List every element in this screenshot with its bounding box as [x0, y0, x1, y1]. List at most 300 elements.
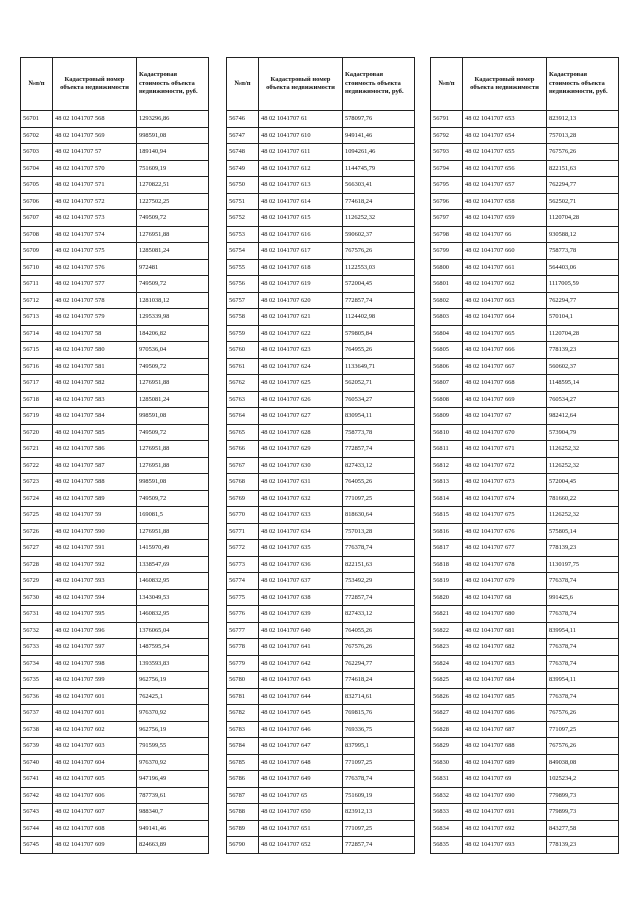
table-row	[21, 292, 209, 309]
table-header-row	[227, 58, 415, 111]
row-number-cell: 56807	[431, 375, 463, 392]
row-number-cell: 56745	[21, 837, 53, 854]
table-row	[431, 375, 619, 392]
cadastral-number-cell: 48 02 1041707 599	[53, 672, 137, 689]
table-row	[431, 490, 619, 507]
cadastral-value-cell: 575805,14	[547, 523, 619, 540]
cadastral-value-cell: 749509,72	[137, 210, 209, 227]
cadastral-value-cell: 774618,24	[343, 193, 415, 210]
cadastral-value-cell: 767576,26	[343, 243, 415, 260]
row-number-cell: 56712	[21, 292, 53, 309]
row-number-cell: 56825	[431, 672, 463, 689]
row-number-cell: 56742	[21, 787, 53, 804]
row-number-cell: 56724	[21, 490, 53, 507]
table-row	[431, 523, 619, 540]
cadastral-number-cell: 48 02 1041707 596	[53, 622, 137, 639]
table-row	[431, 441, 619, 458]
cadastral-number-cell: 48 02 1041707 585	[53, 424, 137, 441]
header-number: №п/п	[431, 58, 463, 111]
table-row	[431, 738, 619, 755]
cadastral-value-cell: 758773,78	[343, 424, 415, 441]
table-row	[227, 276, 415, 293]
cadastral-number-cell: 48 02 1041707 656	[463, 160, 547, 177]
table-row	[21, 490, 209, 507]
cadastral-number-cell: 48 02 1041707 69	[463, 771, 547, 788]
cadastral-value-cell: 751609,19	[137, 160, 209, 177]
cadastral-value-cell: 751609,19	[343, 787, 415, 804]
cadastral-value-cell: 757013,28	[343, 523, 415, 540]
row-number-cell: 56719	[21, 408, 53, 425]
cadastral-value-cell: 189140,94	[137, 144, 209, 161]
row-number-cell: 56723	[21, 474, 53, 491]
cadastral-number-cell: 48 02 1041707 648	[259, 754, 343, 771]
table-row	[21, 639, 209, 656]
cadastral-value-cell: 769815,76	[343, 705, 415, 722]
cadastral-value-cell: 1460832,95	[137, 606, 209, 623]
cadastral-number-cell: 48 02 1041707 67	[463, 408, 547, 425]
table-row	[21, 523, 209, 540]
row-number-cell: 56772	[227, 540, 259, 557]
cadastral-value-cell: 839954,11	[547, 622, 619, 639]
cadastral-value-cell: 560602,37	[547, 358, 619, 375]
cadastral-number-cell: 48 02 1041707 684	[463, 672, 547, 689]
cadastral-value-cell: 1285081,24	[137, 243, 209, 260]
cadastral-number-cell: 48 02 1041707 607	[53, 804, 137, 821]
table-row	[21, 804, 209, 821]
row-number-cell: 56828	[431, 721, 463, 738]
row-number-cell: 56823	[431, 639, 463, 656]
table-row	[21, 358, 209, 375]
table-row	[21, 408, 209, 425]
table-row	[431, 424, 619, 441]
cadastral-number-cell: 48 02 1041707 624	[259, 358, 343, 375]
table-row	[21, 474, 209, 491]
cadastral-number-cell: 48 02 1041707 654	[463, 127, 547, 144]
table-row	[21, 457, 209, 474]
row-number-cell: 56805	[431, 342, 463, 359]
cadastral-number-cell: 48 02 1041707 571	[53, 177, 137, 194]
table-row	[227, 672, 415, 689]
cadastral-number-cell: 48 02 1041707 637	[259, 573, 343, 590]
cadastral-number-cell: 48 02 1041707 621	[259, 309, 343, 326]
table-row	[431, 606, 619, 623]
row-number-cell: 56814	[431, 490, 463, 507]
cadastral-value-cell: 573904,79	[547, 424, 619, 441]
cadastral-value-cell: 764055,26	[343, 474, 415, 491]
cadastral-number-cell: 48 02 1041707 620	[259, 292, 343, 309]
cadastral-value-cell: 1117005,59	[547, 276, 619, 293]
cadastral-number-cell: 48 02 1041707 573	[53, 210, 137, 227]
table-row	[431, 556, 619, 573]
cadastral-value-cell: 776378,74	[547, 655, 619, 672]
cadastral-value-cell: 776378,74	[547, 606, 619, 623]
table-row	[227, 358, 415, 375]
cadastral-value-cell: 822151,63	[547, 160, 619, 177]
cadastral-number-cell: 48 02 1041707 579	[53, 309, 137, 326]
cadastral-number-cell: 48 02 1041707 689	[463, 754, 547, 771]
row-number-cell: 56739	[21, 738, 53, 755]
table-row	[431, 507, 619, 524]
row-number-cell: 56806	[431, 358, 463, 375]
cadastral-value-cell: 1094261,46	[343, 144, 415, 161]
row-number-cell: 56752	[227, 210, 259, 227]
table-row	[227, 160, 415, 177]
row-number-cell: 56717	[21, 375, 53, 392]
cadastral-value-cell: 578097,76	[343, 111, 415, 128]
cadastral-number-cell: 48 02 1041707 577	[53, 276, 137, 293]
table-row	[21, 589, 209, 606]
cadastral-number-cell: 48 02 1041707 674	[463, 490, 547, 507]
row-number-cell: 56797	[431, 210, 463, 227]
row-number-cell: 56720	[21, 424, 53, 441]
cadastral-number-cell: 48 02 1041707 658	[463, 193, 547, 210]
cadastral-number-cell: 48 02 1041707 65	[259, 787, 343, 804]
row-number-cell: 56760	[227, 342, 259, 359]
row-number-cell: 56726	[21, 523, 53, 540]
table-row	[227, 721, 415, 738]
cadastral-value-cell: 1130197,75	[547, 556, 619, 573]
cadastral-number-cell: 48 02 1041707 687	[463, 721, 547, 738]
table-row	[431, 540, 619, 557]
cadastral-number-cell: 48 02 1041707 686	[463, 705, 547, 722]
table-row	[21, 606, 209, 623]
row-number-cell: 56835	[431, 837, 463, 854]
row-number-cell: 56762	[227, 375, 259, 392]
cadastral-value-cell: 1281038,12	[137, 292, 209, 309]
cadastral-value-cell: 757013,28	[547, 127, 619, 144]
cadastral-number-cell: 48 02 1041707 651	[259, 820, 343, 837]
table-row	[227, 589, 415, 606]
row-number-cell: 56761	[227, 358, 259, 375]
table-row	[431, 342, 619, 359]
cadastral-number-cell: 48 02 1041707 619	[259, 276, 343, 293]
table-row	[227, 144, 415, 161]
row-number-cell: 56800	[431, 259, 463, 276]
row-number-cell: 56716	[21, 358, 53, 375]
cadastral-value-cell: 949141,46	[343, 127, 415, 144]
row-number-cell: 56702	[21, 127, 53, 144]
cadastral-number-cell: 48 02 1041707 639	[259, 606, 343, 623]
table-row	[227, 837, 415, 854]
cadastral-value-cell: 762294,77	[547, 292, 619, 309]
row-number-cell: 56711	[21, 276, 53, 293]
table-row	[227, 606, 415, 623]
table-row	[431, 111, 619, 128]
row-number-cell: 56793	[431, 144, 463, 161]
table-row	[431, 193, 619, 210]
cadastral-value-cell: 1295339,98	[137, 309, 209, 326]
cadastral-value-cell: 566303,41	[343, 177, 415, 194]
table-row	[21, 325, 209, 342]
cadastral-value-cell: 767576,26	[547, 738, 619, 755]
cadastral-number-cell: 48 02 1041707 640	[259, 622, 343, 639]
cadastral-number-cell: 48 02 1041707 650	[259, 804, 343, 821]
table-row	[431, 127, 619, 144]
table-row	[227, 754, 415, 771]
cadastral-value-cell: 970536,04	[137, 342, 209, 359]
cadastral-number-cell: 48 02 1041707 572	[53, 193, 137, 210]
table-row	[431, 276, 619, 293]
cadastral-number-cell: 48 02 1041707 659	[463, 210, 547, 227]
cadastral-number-cell: 48 02 1041707 587	[53, 457, 137, 474]
cadastral-value-cell: 778139,23	[547, 837, 619, 854]
row-number-cell: 56754	[227, 243, 259, 260]
cadastral-number-cell: 48 02 1041707 595	[53, 606, 137, 623]
cadastral-number-cell: 48 02 1041707 618	[259, 259, 343, 276]
row-number-cell: 56722	[21, 457, 53, 474]
cadastral-number-cell: 48 02 1041707 679	[463, 573, 547, 590]
table-header-row	[431, 58, 619, 111]
cadastral-number-cell: 48 02 1041707 66	[463, 226, 547, 243]
cadastral-number-cell: 48 02 1041707 602	[53, 721, 137, 738]
cadastral-number-cell: 48 02 1041707 691	[463, 804, 547, 821]
table-row	[21, 771, 209, 788]
table-row	[431, 408, 619, 425]
table-row	[227, 408, 415, 425]
header-cadastral-number: Кадастровый номер объекта недвижимости	[463, 58, 547, 111]
cadastral-number-cell: 48 02 1041707 657	[463, 177, 547, 194]
table-row	[21, 259, 209, 276]
cadastral-value-cell: 998591,08	[137, 127, 209, 144]
row-number-cell: 56822	[431, 622, 463, 639]
row-number-cell: 56827	[431, 705, 463, 722]
row-number-cell: 56729	[21, 573, 53, 590]
table-row	[21, 721, 209, 738]
cadastral-value-cell: 767576,26	[343, 639, 415, 656]
row-number-cell: 56705	[21, 177, 53, 194]
cadastral-value-cell: 779899,73	[547, 804, 619, 821]
cadastral-number-cell: 48 02 1041707 604	[53, 754, 137, 771]
table-row	[21, 837, 209, 854]
row-number-cell: 56749	[227, 160, 259, 177]
header-number: №п/п	[21, 58, 53, 111]
header-cadastral-number: Кадастровый номер объекта недвижимости	[259, 58, 343, 111]
header-cadastral-number: Кадастровый номер объекта недвижимости	[53, 58, 137, 111]
row-number-cell: 56721	[21, 441, 53, 458]
cadastral-number-cell: 48 02 1041707 634	[259, 523, 343, 540]
table-row	[21, 177, 209, 194]
table-row	[431, 754, 619, 771]
cadastral-number-cell: 48 02 1041707 605	[53, 771, 137, 788]
row-number-cell: 56731	[21, 606, 53, 623]
row-number-cell: 56801	[431, 276, 463, 293]
row-number-cell: 56734	[21, 655, 53, 672]
table-row	[227, 457, 415, 474]
cadastral-value-cell: 1285081,24	[137, 391, 209, 408]
cadastral-number-cell: 48 02 1041707 672	[463, 457, 547, 474]
cadastral-number-cell: 48 02 1041707 615	[259, 210, 343, 227]
cadastral-value-cell: 1293296,86	[137, 111, 209, 128]
table-row	[431, 325, 619, 342]
row-number-cell: 56831	[431, 771, 463, 788]
cadastral-value-cell: 749509,72	[137, 276, 209, 293]
cadastral-value-cell: 778139,23	[547, 342, 619, 359]
cadastral-value-cell: 749509,72	[137, 490, 209, 507]
table-row	[227, 639, 415, 656]
table-row	[431, 672, 619, 689]
table-row	[227, 705, 415, 722]
cadastral-number-cell: 48 02 1041707 685	[463, 688, 547, 705]
table-row	[227, 507, 415, 524]
cadastral-value-cell: 781660,22	[547, 490, 619, 507]
cadastral-value-cell: 1376065,04	[137, 622, 209, 639]
table-row	[431, 655, 619, 672]
cadastral-number-cell: 48 02 1041707 660	[463, 243, 547, 260]
cadastral-value-cell: 772857,74	[343, 837, 415, 854]
table-row	[431, 457, 619, 474]
cadastral-value-cell: 1126252,32	[547, 457, 619, 474]
row-number-cell: 56782	[227, 705, 259, 722]
row-number-cell: 56710	[21, 259, 53, 276]
cadastral-number-cell: 48 02 1041707 627	[259, 408, 343, 425]
cadastral-number-cell: 48 02 1041707 608	[53, 820, 137, 837]
cadastral-value-cell: 572004,45	[343, 276, 415, 293]
cadastral-value-cell: 976370,92	[137, 754, 209, 771]
table-row	[227, 738, 415, 755]
table-row	[21, 655, 209, 672]
row-number-cell: 56707	[21, 210, 53, 227]
table-row	[227, 556, 415, 573]
cadastral-number-cell: 48 02 1041707 583	[53, 391, 137, 408]
cadastral-value-cell: 843277,58	[547, 820, 619, 837]
cadastral-value-cell: 962756,19	[137, 672, 209, 689]
table-row	[227, 771, 415, 788]
cadastral-number-cell: 48 02 1041707 611	[259, 144, 343, 161]
table-row	[227, 655, 415, 672]
cadastral-value-cell: 1126252,32	[343, 210, 415, 227]
row-number-cell: 56709	[21, 243, 53, 260]
cadastral-value-cell: 771097,25	[547, 721, 619, 738]
table-row	[227, 177, 415, 194]
cadastral-value-cell: 1133649,71	[343, 358, 415, 375]
row-number-cell: 56789	[227, 820, 259, 837]
cadastral-number-cell: 48 02 1041707 569	[53, 127, 137, 144]
cadastral-value-cell: 764055,26	[343, 622, 415, 639]
cadastral-number-cell: 48 02 1041707 591	[53, 540, 137, 557]
row-number-cell: 56779	[227, 655, 259, 672]
table-row	[21, 276, 209, 293]
table-row	[227, 523, 415, 540]
table-row	[21, 111, 209, 128]
cadastral-number-cell: 48 02 1041707 576	[53, 259, 137, 276]
table-row	[431, 160, 619, 177]
table-row	[227, 375, 415, 392]
cadastral-number-cell: 48 02 1041707 612	[259, 160, 343, 177]
cadastral-value-cell: 827433,12	[343, 457, 415, 474]
table-row	[431, 820, 619, 837]
cadastral-number-cell: 48 02 1041707 676	[463, 523, 547, 540]
table-row	[227, 820, 415, 837]
table-row	[431, 391, 619, 408]
table-row	[21, 507, 209, 524]
row-number-cell: 56788	[227, 804, 259, 821]
table-row	[227, 226, 415, 243]
cadastral-number-cell: 48 02 1041707 677	[463, 540, 547, 557]
cadastral-number-cell: 48 02 1041707 683	[463, 655, 547, 672]
row-number-cell: 56708	[21, 226, 53, 243]
cadastral-number-cell: 48 02 1041707 589	[53, 490, 137, 507]
cadastral-value-cell: 590602,37	[343, 226, 415, 243]
row-number-cell: 56774	[227, 573, 259, 590]
cadastral-number-cell: 48 02 1041707 671	[463, 441, 547, 458]
row-number-cell: 56746	[227, 111, 259, 128]
cadastral-value-cell: 767576,26	[547, 705, 619, 722]
cadastral-number-cell: 48 02 1041707 606	[53, 787, 137, 804]
cadastral-number-cell: 48 02 1041707 590	[53, 523, 137, 540]
cadastral-value-cell: 823912,13	[343, 804, 415, 821]
cadastral-value-cell: 1120704,28	[547, 325, 619, 342]
row-number-cell: 56756	[227, 276, 259, 293]
cadastral-value-cell: 1270822,51	[137, 177, 209, 194]
cadastral-value-cell: 776378,74	[547, 688, 619, 705]
row-number-cell: 56799	[431, 243, 463, 260]
cadastral-value-cell: 998591,08	[137, 474, 209, 491]
cadastral-number-cell: 48 02 1041707 690	[463, 787, 547, 804]
row-number-cell: 56738	[21, 721, 53, 738]
table-row	[431, 177, 619, 194]
row-number-cell: 56786	[227, 771, 259, 788]
cadastral-value-cell: 776378,74	[547, 639, 619, 656]
cadastral-table-1	[20, 57, 209, 854]
cadastral-number-cell: 48 02 1041707 582	[53, 375, 137, 392]
cadastral-value-cell: 1276951,88	[137, 457, 209, 474]
cadastral-value-cell: 949141,46	[137, 820, 209, 837]
cadastral-number-cell: 48 02 1041707 633	[259, 507, 343, 524]
cadastral-number-cell: 48 02 1041707 692	[463, 820, 547, 837]
cadastral-value-cell: 787739,61	[137, 787, 209, 804]
cadastral-value-cell: 972481	[137, 259, 209, 276]
row-number-cell: 56794	[431, 160, 463, 177]
table-row	[431, 210, 619, 227]
cadastral-number-cell: 48 02 1041707 663	[463, 292, 547, 309]
row-number-cell: 56798	[431, 226, 463, 243]
table-row	[227, 259, 415, 276]
cadastral-table-3	[430, 57, 619, 854]
row-number-cell: 56755	[227, 259, 259, 276]
row-number-cell: 56730	[21, 589, 53, 606]
table-row	[21, 342, 209, 359]
cadastral-value-cell: 562502,71	[547, 193, 619, 210]
row-number-cell: 56751	[227, 193, 259, 210]
table-row	[21, 556, 209, 573]
cadastral-value-cell: 758773,78	[547, 243, 619, 260]
cadastral-value-cell: 778139,23	[547, 540, 619, 557]
row-number-cell: 56787	[227, 787, 259, 804]
cadastral-table-2	[226, 57, 415, 854]
row-number-cell: 56795	[431, 177, 463, 194]
cadastral-value-cell: 762425,1	[137, 688, 209, 705]
row-number-cell: 56773	[227, 556, 259, 573]
cadastral-number-cell: 48 02 1041707 670	[463, 424, 547, 441]
row-number-cell: 56785	[227, 754, 259, 771]
table-row	[227, 490, 415, 507]
cadastral-number-cell: 48 02 1041707 665	[463, 325, 547, 342]
cadastral-value-cell: 976370,92	[137, 705, 209, 722]
table-row	[21, 424, 209, 441]
table-row	[227, 325, 415, 342]
cadastral-number-cell: 48 02 1041707 568	[53, 111, 137, 128]
row-number-cell: 56833	[431, 804, 463, 821]
cadastral-value-cell: 771097,25	[343, 820, 415, 837]
cadastral-value-cell: 1415970,49	[137, 540, 209, 557]
cadastral-value-cell: 1025234,2	[547, 771, 619, 788]
table-row	[227, 573, 415, 590]
cadastral-value-cell: 998591,08	[137, 408, 209, 425]
row-number-cell: 56803	[431, 309, 463, 326]
cadastral-value-cell: 572004,45	[547, 474, 619, 491]
table-row	[431, 622, 619, 639]
row-number-cell: 56817	[431, 540, 463, 557]
